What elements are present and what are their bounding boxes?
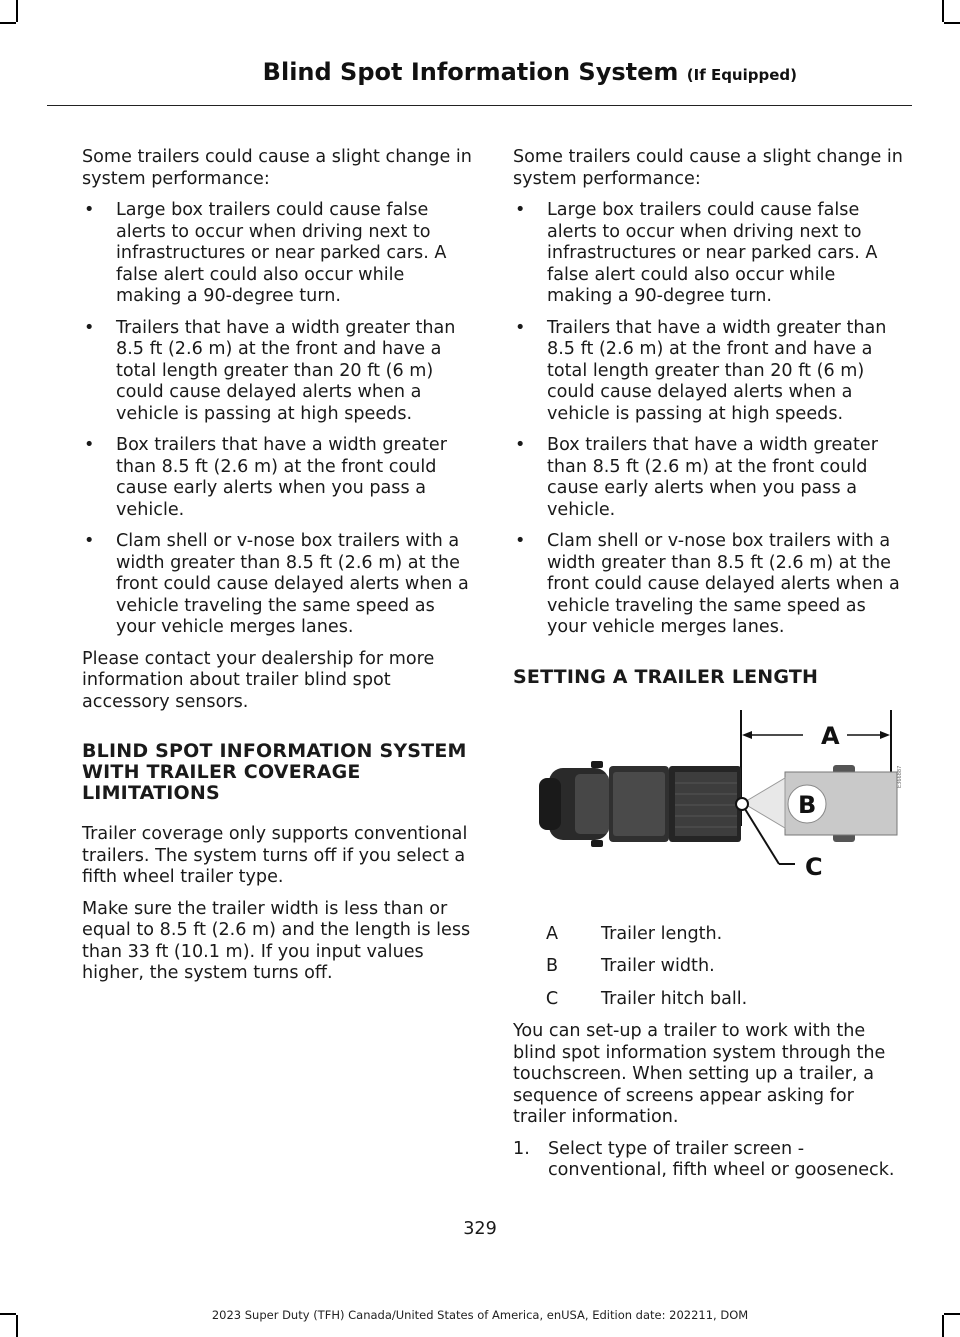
truck-trailer-illustration: [513, 708, 905, 908]
legend-value: Trailer hitch ball.: [601, 988, 748, 1009]
setup-paragraph: You can set-up a trailer to work with the blind spot information system through the touchscreen. When setting up a trailer, a sequence of screens appear asking for trailer information.: [513, 1021, 886, 1127]
legend-key: A: [545, 923, 559, 944]
left-bullet-list: [82, 200, 474, 639]
step-text: Select type of trailer screen - conventional, fifth wheel or gooseneck.: [548, 1138, 895, 1180]
figure-code: E366887: [897, 765, 903, 788]
right-intro: Some trailers could cause a slight change in system performance:: [513, 147, 903, 189]
list-item: [82, 435, 474, 521]
crop-mark: [0, 22, 16, 24]
legend-key: C: [545, 988, 559, 1009]
bullet-icon: •: [515, 317, 526, 338]
page-header-title: [263, 58, 797, 86]
list-item: [513, 531, 905, 639]
bullet-icon: •: [515, 435, 526, 455]
bullet-icon: •: [515, 200, 526, 220]
list-item: [513, 200, 905, 308]
contact-paragraph: Please contact your dealership for more information about trailer blind spot accessory sensors.: [82, 648, 435, 712]
list-item-text: Box trailers that have a width greater than 8.5 ft (2.6 m) at the front could cause early alerts when you pass a vehicle.: [116, 435, 447, 520]
header-divider: [47, 105, 912, 106]
list-item-text: Trailers that have a width greater than 8.5 ft (2.6 m) at the front and have a total length greater than 20 ft (6 m) could cause delayed alerts when a vehicle is passing at high speeds.: [547, 317, 887, 424]
legend-value: Trailer width.: [601, 956, 715, 976]
list-item: [82, 531, 474, 639]
legend-value: Trailer length.: [601, 923, 723, 944]
page-number: 329: [463, 1219, 497, 1239]
figure-label-c: C: [805, 852, 823, 881]
legend-row: [513, 989, 905, 1011]
section-heading-trailer-length: SETTING A TRAILER LENGTH: [513, 665, 819, 688]
page-footer: 2023 Super Duty (TFH) Canada/United States of America, enUSA, Edition date: 202211, DOM: [211, 1308, 749, 1322]
section-heading-coverage-limitations: BLIND SPOT INFORMATION SYSTEM WITH TRAILER COVERAGE LIMITATIONS: [82, 740, 467, 804]
list-item-text: Clam shell or v-nose box trailers with a width greater than 8.5 ft (2.6 m) at the front could cause delayed alerts when a vehicle traveling the same speed as your vehicle merges lanes.: [116, 531, 469, 637]
crop-mark: [942, 0, 944, 22]
figure-label-b: B: [798, 790, 817, 819]
list-item: [513, 435, 905, 521]
bullet-icon: •: [84, 200, 95, 220]
header-subtitle: (If Equipped): [686, 66, 797, 84]
list-item-text: Box trailers that have a width greater than 8.5 ft (2.6 m) at the front could cause early alerts when you pass a vehicle.: [547, 435, 878, 520]
right-bullet-list: [513, 200, 905, 639]
crop-mark: [16, 0, 18, 22]
bullet-icon: •: [84, 435, 95, 455]
truck-icon: [539, 761, 741, 847]
list-item: [82, 200, 474, 308]
figure-legend: [513, 924, 905, 1011]
coverage-paragraph-1: Trailer coverage only supports conventional trailers. The system turns off if you select a fifth wheel trailer type.: [82, 824, 468, 887]
step-number: 1.: [513, 1138, 530, 1159]
trailer-diagram: [513, 708, 905, 908]
left-column: [82, 147, 474, 995]
list-item: [513, 1139, 905, 1182]
bullet-icon: •: [515, 531, 526, 551]
legend-row: [513, 956, 905, 978]
coverage-paragraph-2: Make sure the trailer width is less than or equal to 8.5 ft (2.6 m) and the length is less than 33 ft (10.1 m). If you input values higher, the system turns off.: [82, 898, 471, 983]
setup-steps: [513, 1139, 905, 1182]
figure-label-a: A: [821, 721, 840, 750]
list-item-text: Large box trailers could cause false alerts to occur when driving next to infrastructures or near parked cars. A false alert could also occur while making a 90-degree turn.: [547, 200, 878, 306]
list-item-text: Trailers that have a width greater than 8.5 ft (2.6 m) at the front and have a total length greater than 20 ft (6 m) could cause delayed alerts when a vehicle is passing at high speeds.: [116, 317, 456, 424]
bullet-icon: •: [84, 531, 95, 551]
list-item-text: Clam shell or v-nose box trailers with a width greater than 8.5 ft (2.6 m) at the front could cause delayed alerts when a vehicle traveling the same speed as your vehicle merges lanes.: [547, 531, 900, 637]
list-item: [82, 318, 474, 426]
right-column: [513, 147, 905, 1182]
legend-key: B: [545, 956, 559, 976]
list-item: [513, 318, 905, 426]
crop-mark: [944, 22, 960, 24]
header-title-text: Blind Spot Information System: [262, 58, 679, 86]
bullet-icon: •: [84, 317, 95, 338]
list-item-text: Large box trailers could cause false alerts to occur when driving next to infrastructures or near parked cars. A false alert could also occur while making a 90-degree turn.: [116, 200, 447, 306]
legend-row: [513, 924, 905, 946]
left-intro: Some trailers could cause a slight change in system performance:: [82, 147, 472, 189]
